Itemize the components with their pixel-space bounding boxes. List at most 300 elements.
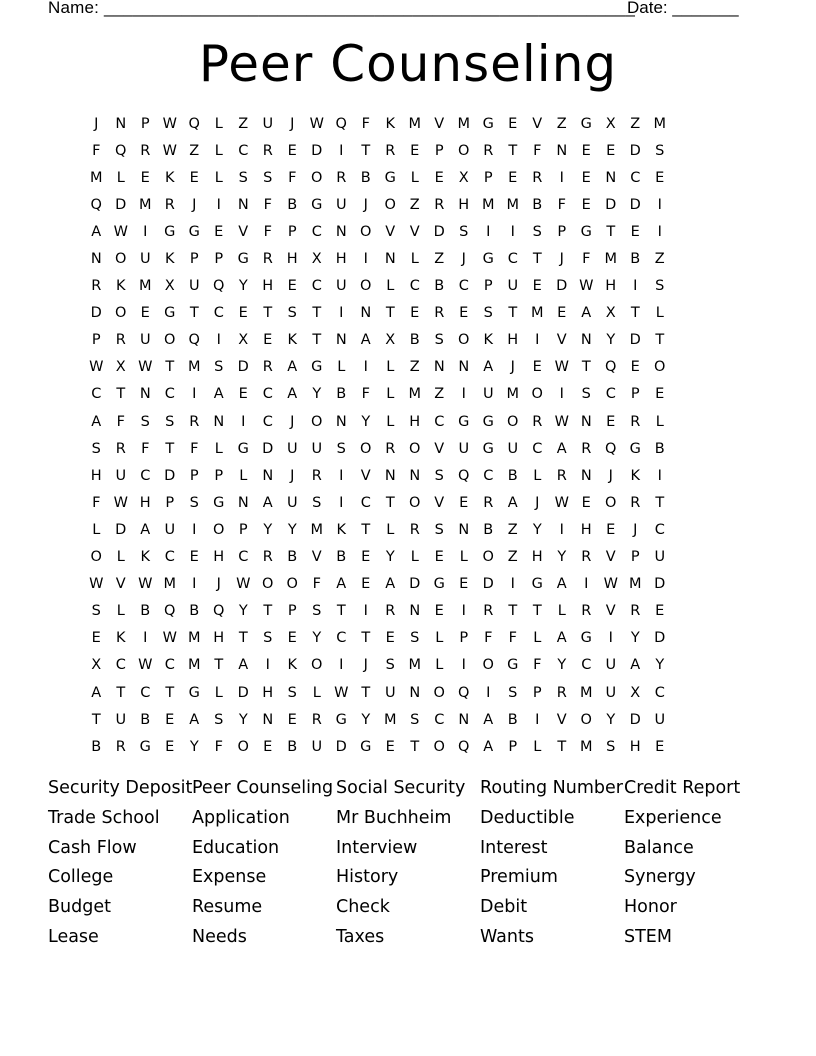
- grid-letter: G: [188, 684, 200, 701]
- grid-letter: R: [409, 521, 420, 538]
- word-list-item: Taxes: [336, 926, 385, 947]
- grid-letter: S: [336, 440, 346, 457]
- grid-letter: P: [483, 278, 493, 295]
- grid-letter: T: [312, 332, 322, 349]
- grid-letter: R: [262, 142, 273, 159]
- grid-letter: L: [386, 386, 395, 403]
- grid-letter: K: [164, 251, 175, 268]
- word-list-item: Trade School: [48, 807, 160, 828]
- word-list-item: Experience: [624, 807, 722, 828]
- grid-letter: B: [140, 603, 151, 620]
- grid-letter: Y: [385, 549, 395, 566]
- grid-letter: T: [508, 603, 518, 620]
- grid-letter: G: [164, 223, 176, 240]
- grid-letter: M: [506, 196, 519, 213]
- grid-letter: E: [606, 413, 616, 430]
- grid-letter: G: [507, 657, 519, 674]
- grid-letter: C: [164, 657, 175, 674]
- grid-letter: W: [236, 576, 251, 593]
- grid-letter: K: [115, 630, 126, 647]
- grid-letter: I: [633, 278, 638, 295]
- grid-letter: A: [287, 386, 298, 403]
- grid-letter: L: [435, 657, 444, 674]
- word-list-item: Peer Counseling: [192, 778, 334, 798]
- grid-letter: N: [409, 684, 421, 701]
- grid-letter: T: [361, 684, 371, 701]
- grid-letter: Y: [655, 657, 665, 674]
- grid-letter: Y: [263, 521, 273, 538]
- grid-letter: D: [654, 576, 666, 593]
- grid-letter: I: [363, 359, 368, 376]
- grid-letter: H: [262, 684, 274, 701]
- grid-letter: O: [311, 657, 323, 674]
- grid-row: [84, 110, 672, 137]
- grid-letter: H: [507, 332, 519, 349]
- grid-letter: G: [482, 440, 494, 457]
- grid-letter: V: [556, 711, 567, 728]
- grid-letter: F: [214, 738, 223, 755]
- grid-letter: K: [483, 332, 493, 349]
- grid-letter: W: [554, 359, 569, 376]
- grid-letter: W: [162, 142, 177, 159]
- grid-letter: E: [581, 494, 591, 511]
- grid-letter: O: [605, 494, 617, 511]
- grid-letter: L: [116, 549, 125, 566]
- grid-letter: D: [164, 467, 176, 484]
- grid-letter: O: [507, 413, 519, 430]
- grid-letter: B: [532, 196, 543, 213]
- grid-letter: H: [139, 494, 151, 511]
- grid-letter: R: [434, 305, 445, 322]
- grid-letter: R: [336, 169, 347, 186]
- grid-row: [84, 625, 672, 652]
- grid-letter: B: [287, 549, 298, 566]
- word-list-item: Social Security: [336, 778, 466, 798]
- grid-letter: U: [458, 440, 470, 457]
- word-list-item: Application: [192, 807, 290, 828]
- grid-letter: I: [559, 386, 564, 403]
- grid-letter: F: [361, 115, 370, 132]
- grid-letter: I: [339, 467, 344, 484]
- grid-letter: W: [138, 359, 153, 376]
- grid-letter: E: [655, 738, 665, 755]
- grid-letter: T: [532, 251, 542, 268]
- grid-letter: Q: [164, 603, 176, 620]
- grid-letter: B: [336, 549, 347, 566]
- grid-letter: S: [410, 711, 420, 728]
- grid-letter: N: [458, 711, 470, 728]
- grid-letter: G: [482, 115, 494, 132]
- grid-letter: R: [556, 684, 567, 701]
- grid-letter: U: [482, 386, 494, 403]
- word-list-item: STEM: [624, 926, 672, 947]
- grid-letter: E: [140, 169, 150, 186]
- grid-letter: X: [238, 332, 249, 349]
- grid-letter: Y: [557, 657, 567, 674]
- grid-letter: T: [410, 738, 420, 755]
- grid-letter: O: [115, 305, 127, 322]
- grid-letter: F: [312, 576, 321, 593]
- grid-letter: A: [91, 223, 102, 240]
- grid-letter: E: [581, 196, 591, 213]
- grid-letter: C: [311, 223, 322, 240]
- grid-letter: L: [459, 549, 468, 566]
- grid-letter: L: [435, 630, 444, 647]
- grid-letter: J: [510, 359, 515, 376]
- grid-letter: Q: [335, 115, 347, 132]
- grid-letter: S: [385, 657, 395, 674]
- grid-letter: C: [630, 169, 641, 186]
- grid-letter: F: [557, 196, 566, 213]
- grid-letter: K: [630, 467, 640, 484]
- grid-letter: E: [263, 332, 273, 349]
- grid-letter: P: [214, 467, 224, 484]
- grid-row: [84, 489, 672, 516]
- grid-letter: A: [483, 711, 494, 728]
- word-list: [48, 778, 768, 957]
- grid-letter: O: [433, 684, 445, 701]
- grid-letter: S: [312, 494, 322, 511]
- grid-letter: X: [164, 278, 175, 295]
- grid-letter: I: [143, 630, 148, 647]
- grid-letter: R: [262, 251, 273, 268]
- grid-letter: S: [140, 413, 150, 430]
- grid-letter: V: [434, 440, 445, 457]
- grid-letter: R: [311, 711, 322, 728]
- grid-letter: G: [531, 576, 543, 593]
- grid-letter: I: [143, 223, 148, 240]
- grid-letter: S: [434, 521, 444, 538]
- grid-letter: R: [532, 413, 543, 430]
- grid-letter: G: [237, 251, 249, 268]
- grid-letter: Y: [287, 521, 297, 538]
- word-list-item: Mr Buchheim: [336, 807, 452, 828]
- grid-letter: E: [385, 630, 395, 647]
- word-list-item: Routing Number: [480, 778, 623, 798]
- grid-letter: O: [433, 738, 445, 755]
- grid-letter: A: [581, 305, 592, 322]
- grid-letter: V: [385, 223, 396, 240]
- grid-letter: I: [608, 630, 613, 647]
- grid-letter: L: [533, 467, 542, 484]
- grid-letter: U: [286, 440, 298, 457]
- grid-letter: T: [116, 684, 126, 701]
- grid-letter: W: [309, 115, 324, 132]
- grid-letter: E: [189, 169, 199, 186]
- grid-letter: Z: [556, 115, 567, 132]
- grid-letter: E: [287, 142, 297, 159]
- grid-letter: E: [655, 169, 665, 186]
- grid-letter: T: [165, 359, 175, 376]
- grid-letter: X: [91, 657, 102, 674]
- grid-letter: P: [483, 169, 493, 186]
- grid-letter: W: [138, 576, 153, 593]
- grid-letter: E: [238, 386, 248, 403]
- grid-letter: U: [311, 738, 323, 755]
- grid-row: [84, 435, 672, 462]
- grid-letter: Y: [238, 711, 248, 728]
- grid-letter: U: [188, 278, 200, 295]
- grid-letter: I: [339, 494, 344, 511]
- grid-letter: Y: [557, 549, 567, 566]
- grid-letter: E: [165, 738, 175, 755]
- grid-letter: I: [559, 169, 564, 186]
- grid-letter: F: [484, 630, 493, 647]
- grid-letter: Z: [630, 115, 641, 132]
- grid-letter: C: [164, 386, 175, 403]
- grid-letter: T: [263, 603, 273, 620]
- grid-letter: A: [483, 738, 494, 755]
- grid-letter: D: [629, 142, 641, 159]
- grid-letter: P: [287, 603, 297, 620]
- grid-letter: B: [91, 738, 102, 755]
- grid-letter: B: [360, 169, 371, 186]
- grid-letter: S: [214, 359, 224, 376]
- grid-letter: S: [287, 305, 297, 322]
- grid-letter: C: [91, 386, 102, 403]
- grid-letter: O: [360, 223, 372, 240]
- grid-letter: U: [507, 278, 519, 295]
- grid-letter: J: [363, 196, 368, 213]
- grid-letter: I: [535, 711, 540, 728]
- grid-letter: H: [213, 549, 225, 566]
- grid-letter: X: [458, 169, 469, 186]
- grid-letter: G: [139, 738, 151, 755]
- grid-letter: Z: [507, 549, 518, 566]
- grid-row: [84, 218, 672, 245]
- grid-letter: T: [508, 305, 518, 322]
- grid-letter: A: [630, 657, 641, 674]
- grid-letter: A: [360, 332, 371, 349]
- grid-letter: E: [410, 305, 420, 322]
- grid-letter: I: [192, 521, 197, 538]
- grid-letter: L: [655, 305, 664, 322]
- grid-letter: X: [605, 305, 616, 322]
- grid-letter: J: [216, 576, 221, 593]
- grid-row: [84, 679, 672, 706]
- grid-letter: Q: [458, 684, 470, 701]
- grid-letter: X: [115, 359, 126, 376]
- grid-letter: V: [115, 576, 126, 593]
- grid-letter: C: [434, 711, 445, 728]
- grid-letter: E: [459, 576, 469, 593]
- grid-letter: M: [383, 711, 397, 728]
- grid-letter: Q: [188, 115, 200, 132]
- grid-letter: N: [384, 467, 396, 484]
- grid-letter: L: [410, 549, 419, 566]
- grid-letter: E: [508, 115, 518, 132]
- grid-letter: C: [238, 549, 249, 566]
- grid-letter: B: [140, 711, 151, 728]
- name-field-line: Name: _______________________________________________________: [48, 0, 635, 17]
- grid-letter: S: [434, 467, 444, 484]
- grid-row: [84, 706, 672, 733]
- grid-letter: H: [213, 630, 225, 647]
- word-list-item: Interview: [336, 837, 418, 858]
- grid-letter: S: [238, 169, 248, 186]
- grid-letter: J: [559, 251, 564, 268]
- word-list-item: Balance: [624, 837, 694, 858]
- grid-letter: O: [262, 576, 274, 593]
- grid-letter: I: [192, 576, 197, 593]
- grid-letter: S: [91, 603, 101, 620]
- grid-letter: G: [237, 440, 249, 457]
- grid-letter: T: [238, 630, 248, 647]
- grid-letter: N: [409, 467, 421, 484]
- grid-letter: Q: [213, 603, 225, 620]
- grid-letter: T: [385, 305, 395, 322]
- grid-letter: F: [533, 142, 542, 159]
- grid-letter: A: [213, 386, 224, 403]
- grid-letter: W: [579, 278, 594, 295]
- grid-letter: M: [579, 684, 593, 701]
- grid-letter: O: [90, 549, 102, 566]
- grid-row: [84, 164, 672, 191]
- grid-letter: M: [310, 521, 323, 538]
- word-list-item: College: [48, 867, 114, 888]
- grid-letter: W: [162, 115, 177, 132]
- grid-letter: G: [482, 413, 494, 430]
- grid-row: [84, 137, 672, 164]
- grid-letter: X: [605, 115, 616, 132]
- grid-letter: S: [287, 684, 297, 701]
- grid-letter: G: [629, 440, 641, 457]
- grid-letter: R: [434, 196, 445, 213]
- grid-letter: V: [238, 223, 249, 240]
- grid-letter: F: [533, 657, 542, 674]
- grid-letter: U: [115, 467, 127, 484]
- grid-letter: V: [434, 115, 445, 132]
- grid-letter: I: [339, 305, 344, 322]
- grid-letter: N: [335, 413, 347, 430]
- grid-letter: B: [434, 278, 445, 295]
- grid-letter: E: [434, 549, 444, 566]
- grid-letter: L: [116, 603, 125, 620]
- grid-letter: N: [360, 305, 372, 322]
- grid-letter: L: [386, 278, 395, 295]
- grid-letter: O: [458, 332, 470, 349]
- grid-letter: V: [605, 603, 616, 620]
- grid-letter: U: [654, 549, 666, 566]
- grid-letter: P: [434, 142, 444, 159]
- grid-letter: F: [92, 494, 101, 511]
- grid-letter: J: [192, 196, 197, 213]
- word-list-item: Debit: [480, 897, 528, 918]
- grid-letter: N: [580, 332, 592, 349]
- grid-letter: O: [482, 549, 494, 566]
- grid-letter: Z: [434, 386, 445, 403]
- grid-letter: E: [410, 142, 420, 159]
- grid-letter: T: [165, 440, 175, 457]
- grid-letter: S: [312, 603, 322, 620]
- word-list-item: Wants: [480, 926, 534, 947]
- word-list-item: Honor: [624, 897, 677, 918]
- grid-letter: T: [557, 738, 567, 755]
- grid-letter: I: [535, 332, 540, 349]
- grid-letter: O: [360, 440, 372, 457]
- grid-letter: H: [629, 738, 641, 755]
- grid-letter: A: [287, 359, 298, 376]
- grid-letter: I: [339, 142, 344, 159]
- grid-letter: D: [629, 711, 641, 728]
- grid-letter: W: [89, 359, 104, 376]
- grid-letter: U: [286, 494, 298, 511]
- grid-letter: E: [140, 305, 150, 322]
- grid-letter: F: [582, 251, 591, 268]
- grid-letter: N: [458, 521, 470, 538]
- grid-letter: T: [91, 711, 101, 728]
- grid-letter: I: [339, 657, 344, 674]
- grid-letter: U: [139, 251, 151, 268]
- grid-letter: N: [409, 603, 421, 620]
- grid-letter: N: [115, 115, 127, 132]
- grid-letter: N: [335, 332, 347, 349]
- grid-letter: Y: [312, 386, 322, 403]
- word-search-grid: [84, 110, 672, 760]
- grid-letter: R: [630, 603, 641, 620]
- grid-letter: Y: [312, 630, 322, 647]
- grid-letter: K: [336, 521, 346, 538]
- grid-letter: Z: [507, 521, 518, 538]
- grid-letter: T: [532, 603, 542, 620]
- grid-letter: K: [287, 332, 297, 349]
- grid-letter: Y: [238, 278, 248, 295]
- grid-letter: B: [189, 603, 200, 620]
- grid-letter: E: [630, 359, 640, 376]
- grid-letter: Y: [238, 603, 248, 620]
- grid-letter: I: [216, 196, 221, 213]
- grid-letter: S: [606, 738, 616, 755]
- word-list-item: Premium: [480, 867, 558, 888]
- grid-letter: M: [653, 115, 666, 132]
- grid-letter: Z: [409, 359, 420, 376]
- word-list-item: Deductible: [480, 807, 575, 828]
- grid-letter: C: [507, 251, 518, 268]
- grid-letter: O: [482, 657, 494, 674]
- grid-row: [84, 191, 672, 218]
- grid-letter: D: [433, 223, 445, 240]
- grid-letter: L: [214, 169, 223, 186]
- grid-letter: R: [115, 332, 126, 349]
- grid-letter: G: [580, 630, 592, 647]
- grid-letter: Q: [605, 359, 617, 376]
- grid-letter: Z: [189, 142, 200, 159]
- grid-letter: M: [138, 278, 152, 295]
- grid-letter: D: [409, 576, 421, 593]
- grid-letter: Q: [90, 196, 102, 213]
- grid-letter: N: [458, 359, 470, 376]
- grid-letter: X: [385, 332, 396, 349]
- grid-letter: E: [165, 711, 175, 728]
- grid-letter: S: [410, 630, 420, 647]
- grid-letter: H: [580, 521, 592, 538]
- grid-letter: R: [115, 440, 126, 457]
- grid-letter: T: [508, 142, 518, 159]
- grid-letter: L: [337, 359, 346, 376]
- grid-letter: I: [461, 386, 466, 403]
- grid-letter: W: [113, 494, 128, 511]
- grid-letter: Y: [606, 711, 616, 728]
- grid-letter: O: [115, 251, 127, 268]
- grid-letter: F: [263, 196, 272, 213]
- grid-letter: R: [115, 738, 126, 755]
- grid-letter: Q: [188, 332, 200, 349]
- grid-letter: D: [654, 630, 666, 647]
- grid-letter: A: [556, 576, 567, 593]
- date-field-line: Date: _______: [627, 0, 739, 17]
- grid-letter: R: [385, 142, 396, 159]
- grid-letter: E: [287, 711, 297, 728]
